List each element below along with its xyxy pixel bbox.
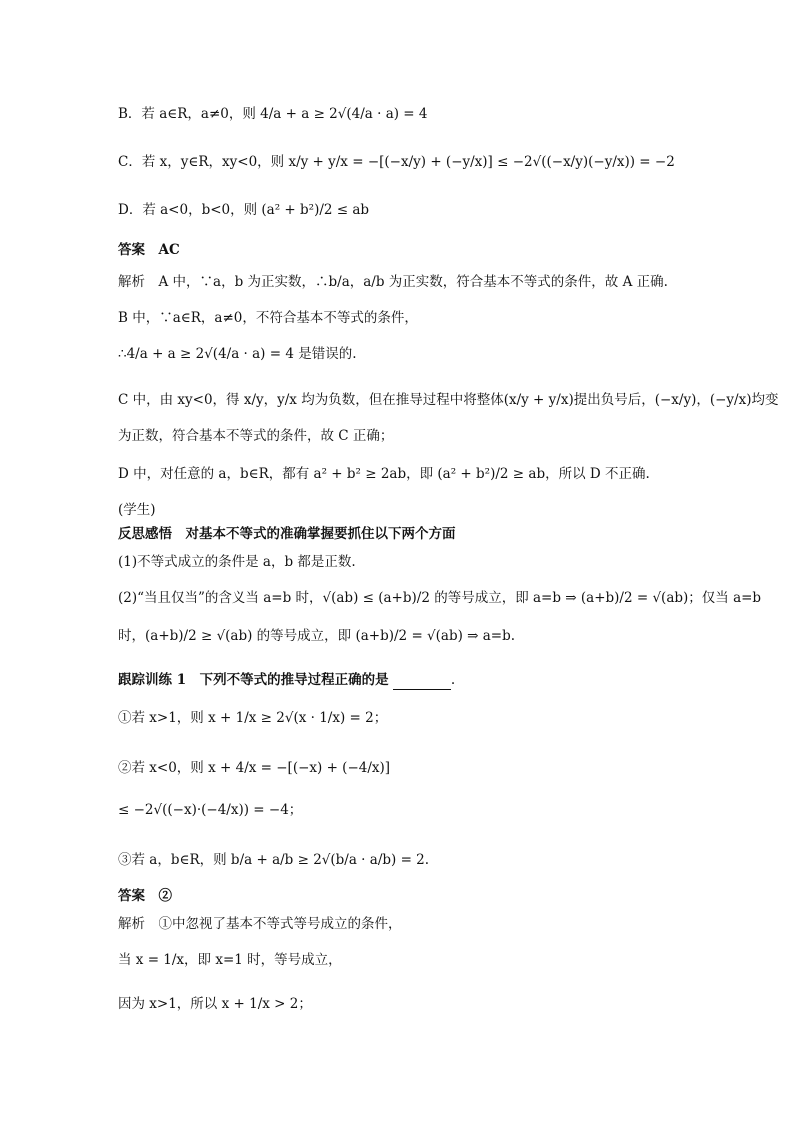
exercise-item-1: ①若 x>1，则 x + 1/x ≥ 2√(x · 1/x) = 2； bbox=[118, 710, 388, 726]
analysis-c-2: 为正数，符合基本不等式的条件，故 C 正确； bbox=[118, 428, 394, 444]
exercise-item-2a: ②若 x<0，则 x + 4/x = −[(−x) + (−4/x)] bbox=[118, 760, 391, 776]
analysis-b-2: ∴4/a + a ≥ 2√(4/a · a) = 4 是错误的. bbox=[118, 346, 357, 362]
analysis-2c: 因为 x>1，所以 x + 1/x > 2； bbox=[118, 996, 312, 1012]
answer-label-2: 答案 ② bbox=[118, 888, 172, 904]
tracking-exercise-title: 跟踪训练 1 下列不等式的推导过程正确的是 . bbox=[118, 672, 456, 688]
option-b: B．若 a∈R，a≠0，则 4/a + a ≥ 2√(4/a · a) = 4 bbox=[118, 106, 428, 122]
exercise-item-3: ③若 a，b∈R，则 b/a + a/b ≥ 2√(b/a · a/b) = 2. bbox=[118, 852, 430, 868]
analysis-a: 解析 A 中，∵a，b 为正实数，∴b/a，a/b 为正实数，符合基本不等式的条件，故 A 正确. bbox=[118, 274, 668, 290]
reflection-point-2a: (2)“当且仅当”的含义当 a=b 时，√(ab) ≤ (a+b)/2 的等号成立，即 a=b ⇒ (a+b)/2 = √(ab)；仅当 a=b bbox=[118, 590, 762, 606]
analysis-b-1: B 中，∵a∈R，a≠0，不符合基本不等式的条件， bbox=[118, 310, 418, 326]
analysis-2a: 解析 ①中忽视了基本不等式等号成立的条件， bbox=[118, 916, 402, 932]
reflection-point-1: (1)不等式成立的条件是 a，b 都是正数. bbox=[118, 554, 356, 570]
exercise-item-2b: ≤ −2√((−x)·(−4/x)) = −4； bbox=[118, 802, 303, 818]
analysis-c-1: C 中，由 xy<0，得 x/y，y/x 均为负数，但在推导过程中将整体(x/y + y/x)提出负号后，(−x/y)，(−y/x)均变 bbox=[118, 392, 779, 408]
reflection-point-2b: 时，(a+b)/2 ≥ √(ab) 的等号成立，即 (a+b)/2 = √(ab) ⇒ a=b. bbox=[118, 628, 516, 644]
analysis-2b: 当 x = 1/x，即 x=1 时，等号成立， bbox=[118, 952, 342, 968]
option-d: D．若 a<0，b<0，则 (a² + b²)/2 ≤ ab bbox=[118, 202, 370, 218]
answer-label: 答案 AC bbox=[118, 242, 180, 258]
option-c: C．若 x，y∈R，xy<0，则 x/y + y/x = −[(−x/y) + (−y/x)] ≤ −2√((−x/y)(−y/x)) = −2 bbox=[118, 154, 675, 170]
analysis-d: D 中，对任意的 a，b∈R，都有 a² + b² ≥ 2ab，即 (a² + b²)/2 ≥ ab，所以 D 不正确. bbox=[118, 466, 650, 482]
reflection-title: 反思感悟 对基本不等式的准确掌握要抓住以下两个方面 bbox=[118, 526, 456, 542]
answer-blank bbox=[393, 675, 451, 690]
student-tag: (学生) bbox=[118, 502, 156, 518]
